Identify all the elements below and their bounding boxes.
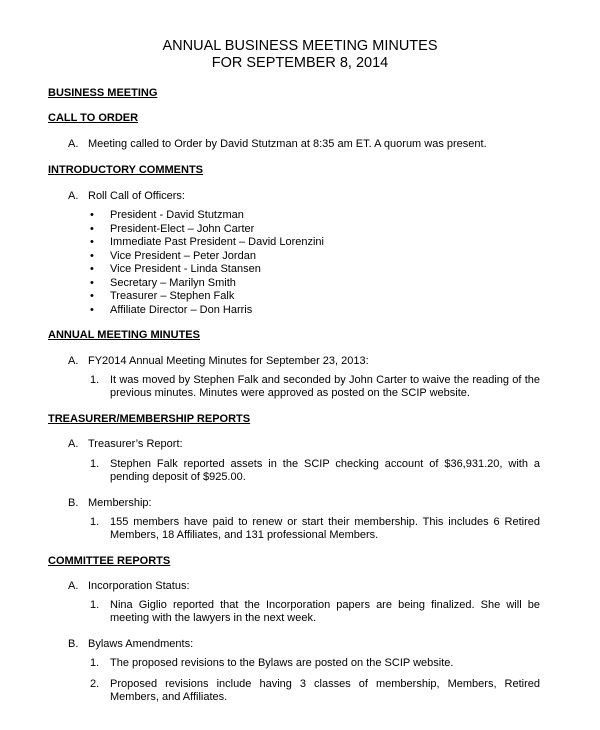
officer-list-item: • Treasurer – Stephen Falk (90, 290, 235, 302)
item-marker: A. (68, 438, 79, 450)
subitem-text: Proposed revisions include having 3 classes of membership, Members, Retired Members, and Affiliates. (110, 678, 540, 703)
heading-committee-reports: COMMITTEE REPORTS (48, 555, 171, 567)
item-marker: B. (68, 638, 79, 650)
officer-list-item: • Immediate Past President – David Lorenzini (90, 236, 324, 248)
item-marker: B. (68, 497, 79, 509)
committee-item-a (68, 580, 190, 593)
item-text: FY2014 Annual Meeting Minutes for September 23, 2013: (88, 355, 369, 367)
item-text: Roll Call of Officers: (88, 190, 185, 202)
officer-list-item: • Vice President – Peter Jordan (90, 249, 256, 262)
heading-annual-meeting-minutes: ANNUAL MEETING MINUTES (48, 329, 200, 341)
officer-list-item: • Affiliate Director – Don Harris (90, 303, 253, 316)
item-text: Meeting called to Order by David Stutzman at 8:35 am ET. A quorum was present. (88, 138, 487, 150)
annual-minutes-item-a (68, 355, 369, 368)
subitem-text: The proposed revisions to the Bylaws are posted on the SCIP website. (110, 657, 454, 669)
bullet-icon: • (90, 290, 94, 302)
heading-treasurer-membership-reports: TREASURER/MEMBERSHIP REPORTS (48, 413, 251, 425)
item-marker: A. (68, 355, 79, 367)
bullet-icon: • (90, 249, 94, 262)
committee-item-b (68, 638, 193, 651)
subitem-marker: 1. (90, 599, 100, 611)
subitem-text: Nina Giglio reported that the Incorporation papers are being finalized. She will be meeting with the lawyers in the next week. (110, 599, 540, 624)
officer-list-item: • President-Elect – John Carter (90, 222, 255, 235)
subitem-marker: 1. (90, 516, 100, 528)
subitem-marker: 2. (90, 678, 100, 690)
item-marker: A. (68, 190, 79, 202)
bullet-icon: • (90, 222, 94, 235)
bullet-icon: • (90, 236, 94, 248)
bullet-icon: • (90, 209, 94, 221)
introductory-item-a (68, 190, 185, 203)
officer-list-item: • Secretary – Marilyn Smith (90, 276, 236, 289)
heading-business-meeting: BUSINESS MEETING (48, 87, 158, 99)
treasurer-item-a (68, 438, 183, 451)
subitem-marker: 1. (90, 458, 100, 470)
call-to-order-item-a (68, 138, 487, 151)
bullet-icon: • (90, 276, 94, 289)
bullet-icon: • (90, 303, 94, 316)
item-marker: A. (68, 580, 79, 592)
document-title-line1: ANNUAL BUSINESS MEETING MINUTES (162, 38, 438, 54)
subitem-text: It was moved by Stephen Falk and seconded by John Carter to waive the reading of the previous minutes. Minutes were approved as posted on the SCIP website. (110, 374, 540, 399)
subitem-marker: 1. (90, 374, 100, 386)
officer-list-item: • President - David Stutzman (90, 209, 244, 221)
item-marker: A. (68, 138, 79, 150)
heading-call-to-order: CALL TO ORDER (48, 112, 139, 124)
item-text: Incorporation Status: (88, 580, 190, 592)
document-title-line2: FOR SEPTEMBER 8, 2014 (211, 55, 389, 71)
subitem-text: Stephen Falk reported assets in the SCIP checking account of $36,931.20, with a pending deposit of $925.00. (110, 458, 540, 483)
item-text: Treasurer’s Report: (88, 438, 183, 450)
heading-introductory-comments: INTRODUCTORY COMMENTS (48, 164, 204, 176)
subitem-text: 155 members have paid to renew or start their membership. This includes 6 Retired Members, 18 Affiliates, and 131 professional Members. (110, 516, 540, 541)
subitem-marker: 1. (90, 657, 100, 669)
officer-list-item: • Vice President - Linda Stansen (90, 263, 261, 275)
item-text: Membership: (88, 497, 152, 509)
item-text: Bylaws Amendments: (88, 638, 194, 650)
bullet-icon: • (90, 263, 94, 275)
membership-item-b (68, 497, 152, 510)
